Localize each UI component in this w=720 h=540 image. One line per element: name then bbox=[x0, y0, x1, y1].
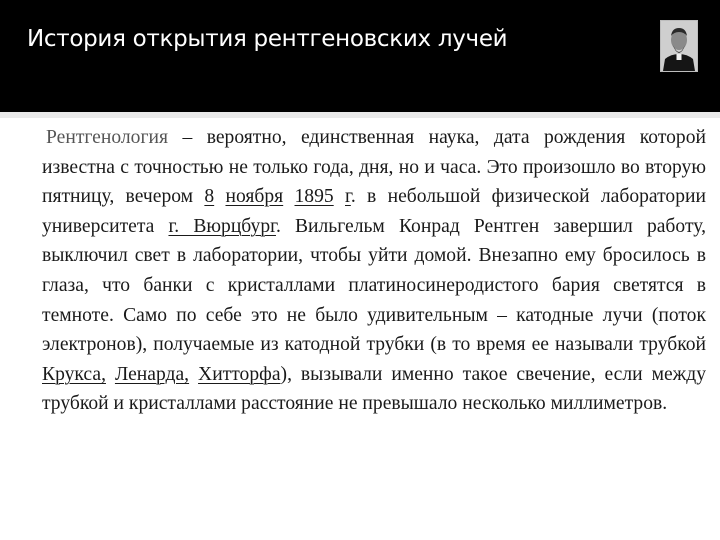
link-year[interactable]: 1895 bbox=[294, 186, 334, 208]
link-month[interactable]: ноября bbox=[225, 186, 284, 208]
text-part-1: – вероятно, единственная наука, дата рождения которой известна с точностью не только года, дня, но и часа. Это произошло во вторую пятницу, вечером bbox=[42, 127, 706, 208]
link-hittorf[interactable]: Хитторфа bbox=[198, 363, 281, 385]
link-lenard[interactable]: Ленарда, bbox=[114, 363, 190, 385]
link-wurzburg[interactable]: г. Вюрцбург bbox=[168, 215, 276, 237]
term-roentgenology: Рентгенология bbox=[46, 127, 168, 148]
slide-header bbox=[0, 0, 720, 112]
text-part-3: . Вильгельм Конрад Рентген завершил работу, выключил свет в лаборатории, чтобы уйти домой. Внезапно ему бросилось в глаза, что банки с кристаллами платиносинеродистого бария светятся в темноте. Само по себе это не было удивительным – катодные лучи (поток электронов), получаемые из катодной трубки (в то время ее называли трубкой bbox=[42, 215, 706, 356]
link-year-abbr[interactable]: г bbox=[345, 186, 351, 208]
slide-title: История открытия рентгеновских лучей bbox=[27, 26, 508, 52]
link-crookes[interactable]: Крукса, bbox=[42, 363, 106, 385]
text-part-4: ), вызывали именно такое свечение, если между трубкой и кристаллами расстояние не превышало несколько миллиметров. bbox=[42, 363, 706, 415]
portrait-photo-svg bbox=[661, 21, 697, 71]
header-divider bbox=[0, 112, 720, 118]
text-part-2: . в небольшой физической лаборатории университета bbox=[42, 186, 706, 237]
main-paragraph bbox=[42, 123, 706, 419]
portrait-photo-icon bbox=[660, 20, 698, 72]
link-day[interactable]: 8 bbox=[204, 186, 215, 208]
